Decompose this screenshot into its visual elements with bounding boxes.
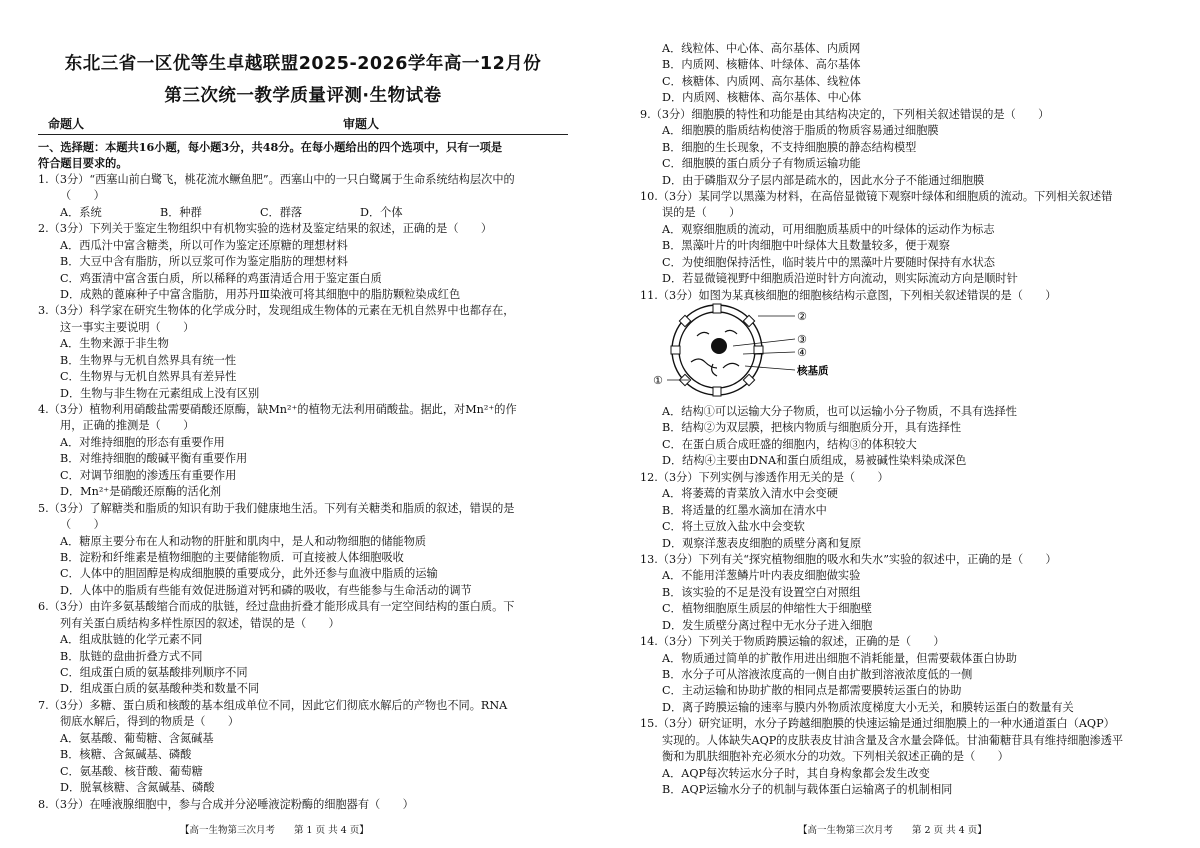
- question-line: 1.（3分）“西塞山前白鹭飞，桃花流水鳜鱼肥”。西塞山中的一只白鹭属于生命系统结构层次中的: [38, 172, 515, 186]
- section-heading: 一、选择题：本题共16小题，每小题3分，共48分。在每小题给出的四个选项中，只有一项是: [38, 140, 503, 154]
- option-line: D．Mn²⁺是硝酸还原酶的活化剂: [60, 485, 222, 499]
- option-line: C．在蛋白质合成旺盛的细胞内，结构③的体积较大: [662, 437, 917, 451]
- option-line: B．水分子可从溶液浓度高的一侧自由扩散到溶液浓度低的一侧: [662, 668, 973, 681]
- option-line: B．对维持细胞的酸碱平衡有重要作用: [60, 452, 248, 466]
- question-line: 3.（3分）科学家在研究生物体的化学成分时，发现组成生物体的元素在无机自然界中也都存在，: [38, 304, 515, 318]
- option-line: B．细胞的生长现象，不支持细胞膜的静态结构模型: [662, 140, 917, 154]
- option-line: A．线粒体、中心体、高尔基体、内质网: [662, 42, 861, 55]
- question-line: 13.（3分）下列有关“探究植物细胞的吸水和失水”实验的叙述中，正确的是（ ）: [640, 552, 1057, 566]
- option-line: A．氨基酸、葡萄糖、含氮碱基: [60, 731, 214, 745]
- nucleus-diagram: [653, 302, 843, 400]
- option-line: D．人体中的脂质有些能有效促进肠道对钙和磷的吸收，有些能参与生命活动的调节: [60, 583, 472, 597]
- left-questions: [38, 139, 568, 813]
- option-line: C．将土豆放入盐水中会变软: [662, 520, 805, 534]
- option-line: A．生物来源于非生物: [60, 337, 169, 351]
- option-line: A．对维持细胞的形态有重要作用: [60, 435, 225, 449]
- right-questions-bottom: [640, 404, 1168, 799]
- option-line: B．核糖、含氮碱基、磷酸: [60, 748, 192, 762]
- question-line: （ ）: [60, 518, 105, 532]
- option-line: B．淀粉和纤维素是植物细胞的主要储能物质．可直接被人体细胞吸收: [60, 550, 404, 564]
- option-line: C．人体中的胆固醇是构成细胞膜的重要成分，此外还参与血液中脂质的运输: [60, 567, 438, 581]
- option-line: D．观察洋葱表皮细胞的质壁分离和复原: [662, 536, 862, 550]
- question-line: 14.（3分）下列关于物质跨膜运输的叙述，正确的是（ ）: [640, 635, 945, 649]
- question-line: 10.（3分）某同学以黑藻为材料，在高倍显微镜下观察叶绿体和细胞质的流动。下列相关叙述错: [640, 189, 1113, 203]
- question-line: 4.（3分）植物利用硝酸盐需要硝酸还原酶，缺Mn²⁺的植物无法利用硝酸盐。据此，对Mn²⁺的作: [38, 403, 517, 416]
- nuclear-matrix-label: 核基质: [797, 365, 829, 377]
- question-line: 衡和为肌肤细胞补充必须水分的功效。下列相关叙述正确的是（ ）: [662, 750, 1009, 764]
- option-line: B．黑藻叶片的叶肉细胞中叶绿体大且数量较多，便于观察: [662, 239, 950, 253]
- question-line: 用，正确的推测是（ ）: [60, 419, 195, 433]
- option-row: [38, 205, 568, 221]
- option-line: C．对调节细胞的渗透压有重要作用: [60, 468, 237, 482]
- question-line: 5.（3分）了解糖类和脂质的知识有助于我们健康地生活。下列有关糖类和脂质的叙述，错误的是: [38, 501, 515, 515]
- option-line: A．观察细胞质的流动，可用细胞质基质中的叶绿体的运动作为标志: [662, 222, 995, 236]
- option-line: C．鸡蛋清中富含蛋白质，所以稀释的鸡蛋清适合用于鉴定蛋白质: [60, 271, 382, 285]
- option-line: B．肽链的盘曲折叠方式不同: [60, 649, 203, 663]
- option-line: A．组成肽链的化学元素不同: [60, 633, 203, 647]
- page-1: [38, 0, 568, 848]
- page-2: [640, 0, 1168, 848]
- reviewer-label: 审题人: [343, 117, 380, 131]
- question-line: 2.（3分）下列关于鉴定生物组织中有机物实验的选材及鉴定结果的叙述，正确的是（ ）: [38, 222, 493, 236]
- option-line: C．核糖体、内质网、高尔基体、线粒体: [662, 74, 861, 88]
- option-line: A．不能用洋葱鳞片叶内表皮细胞做实验: [662, 569, 861, 583]
- question-line: 彻底水解后，得到的物质是（ ）: [60, 715, 240, 729]
- option-line: C．组成蛋白质的氨基酸排列顺序不同: [60, 666, 248, 679]
- question-line: 8.（3分）在唾液腺细胞中，参与合成并分泌唾液淀粉酶的细胞器有（ ）: [38, 797, 414, 811]
- option-line: B．生物界与无机自然界具有统一性: [60, 353, 237, 367]
- option-line: A．将萎蔫的青菜放入清水中会变硬: [662, 487, 838, 501]
- option-line: A．糖原主要分布在人和动物的肝脏和肌肉中，是人和动物细胞的储能物质: [60, 534, 427, 548]
- question-line: （ ）: [60, 189, 105, 203]
- option-line: D．内质网、核糖体、高尔基体、中心体: [662, 91, 862, 105]
- label-4: ④: [797, 346, 807, 359]
- author-label: 命题人: [48, 117, 85, 131]
- option-line: C．生物界与无机自然界具有差异性: [60, 370, 237, 384]
- label-2: ②: [797, 310, 807, 323]
- option-line: D．生物与非生物在元素组成上没有区别: [60, 386, 260, 400]
- right-questions-top: [640, 41, 1168, 304]
- option-line: B．该实验的不足是没有设置空白对照组: [662, 585, 861, 599]
- option-line: C．为使细胞保持活性，临时装片中的黑藻叶片要随时保持有水状态: [662, 255, 995, 269]
- option: C．群落: [260, 205, 303, 219]
- question-line: 6.（3分）由许多氨基酸缩合而成的肽链，经过盘曲折叠才能形成具有一定空间结构的蛋白质。下: [38, 600, 515, 614]
- question-line: 7.（3分）多糖、蛋白质和核酸的基本组成单位不同，因此它们彻底水解后的产物也不同。RNA: [38, 698, 508, 712]
- question-line: 9.（3分）细胞膜的特性和功能是由其结构决定的，下列相关叙述错误的是（ ）: [640, 107, 1050, 121]
- option-line: C．植物细胞原生质层的伸缩性大于细胞壁: [662, 602, 872, 616]
- option-line: D．发生质壁分离过程中无水分子进入细胞: [662, 618, 873, 632]
- option-line: B．将适量的红墨水滴加在清水中: [662, 503, 827, 517]
- option-line: D．若显微镜视野中细胞质沿逆时针方向流动，则实际流动方向是顺时针: [662, 272, 1018, 286]
- option-line: D．脱氧核糖、含氮碱基、磷酸: [60, 781, 215, 795]
- question-line: 误的是（ ）: [662, 206, 741, 220]
- question-line: 15.（3分）研究证明，水分子跨越细胞膜的快速运输是通过细胞膜上的一种水通道蛋白（AQP）: [640, 717, 1115, 731]
- option-line: C．主动运输和协助扩散的相同点是都需要膜转运蛋白的协助: [662, 684, 962, 698]
- exam-subtitle: 第三次统一教学质量评测·生物试卷: [164, 86, 442, 106]
- question-line: 这一事实主要说明（ ）: [60, 320, 195, 334]
- label-1: ①: [653, 374, 663, 387]
- question-line: 11.（3分）如图为某真核细胞的细胞核结构示意图，下列相关叙述错误的是（ ）: [640, 288, 1057, 302]
- option-line: A．西瓜汁中富含糖类，所以可作为鉴定还原糖的理想材料: [60, 238, 348, 252]
- option-line: C．氨基酸、核苷酸、葡萄糖: [60, 764, 203, 778]
- option-line: D．成熟的蓖麻种子中富含脂肪，用苏丹Ⅲ染液可将其细胞中的脂肪颗粒染成红色: [60, 287, 461, 301]
- header-divider: [38, 134, 568, 135]
- option-line: A．物质通过简单的扩散作用进出细胞不消耗能量，但需要载体蛋白协助: [662, 651, 1017, 665]
- option: A．系统: [60, 205, 102, 219]
- option-line: A．细胞膜的脂质结构使溶于脂质的物质容易通过细胞膜: [662, 124, 939, 138]
- option-line: A．结构①可以运输大分子物质，也可以运输小分子物质，不具有选择性: [662, 405, 1017, 418]
- question-line: 12.（3分）下列实例与渗透作用无关的是（ ）: [640, 470, 889, 484]
- option: D．个体: [360, 205, 403, 219]
- option: B．种群: [160, 205, 202, 219]
- section-heading: 符合题目要求的。: [38, 156, 128, 171]
- question-line: 实现的。人体缺失AQP的皮肤表皮甘油含量及含水量会降低。甘油葡糖苷具有维持细胞渗透平: [662, 733, 1124, 747]
- label-3: ③: [797, 333, 807, 346]
- option-line: D．由于磷脂双分子层内部是疏水的，因此水分子不能通过细胞膜: [662, 173, 985, 187]
- option-line: D．组成蛋白质的氨基酸种类和数量不同: [60, 682, 260, 696]
- option-line: B．内质网、核糖体、叶绿体、高尔基体: [662, 58, 861, 72]
- option-line: B．AQP运输水分子的机制与载体蛋白运输离子的机制相同: [662, 783, 953, 797]
- option-line: C．细胞膜的蛋白质分子有物质运输功能: [662, 157, 861, 171]
- option-line: B．大豆中含有脂肪，所以豆浆可作为鉴定脂肪的理想材料: [60, 255, 348, 269]
- option-line: D．结构④主要由DNA和蛋白质组成，易被碱性染料染成深色: [662, 454, 967, 468]
- exam-title: 东北三省一区优等生卓越联盟2025-2026学年高一12月份: [64, 54, 542, 74]
- option-line: D．离子跨膜运输的速率与膜内外物质浓度梯度大小无关，和膜转运蛋白的数量有关: [662, 700, 1074, 714]
- page-footer-1: 【高一生物第三次月考 第 1 页 共 4 页】: [180, 825, 369, 836]
- page-footer-2: 【高一生物第三次月考 第 2 页 共 4 页】: [798, 825, 987, 836]
- question-line: 列有关蛋白质结构多样性原因的叙述，错误的是（ ）: [60, 616, 340, 630]
- option-line: B．结构②为双层膜，把核内物质与细胞质分开，具有选择性: [662, 421, 962, 435]
- option-line: A．AQP每次转运水分子时，其自身构象都会发生改变: [662, 766, 930, 780]
